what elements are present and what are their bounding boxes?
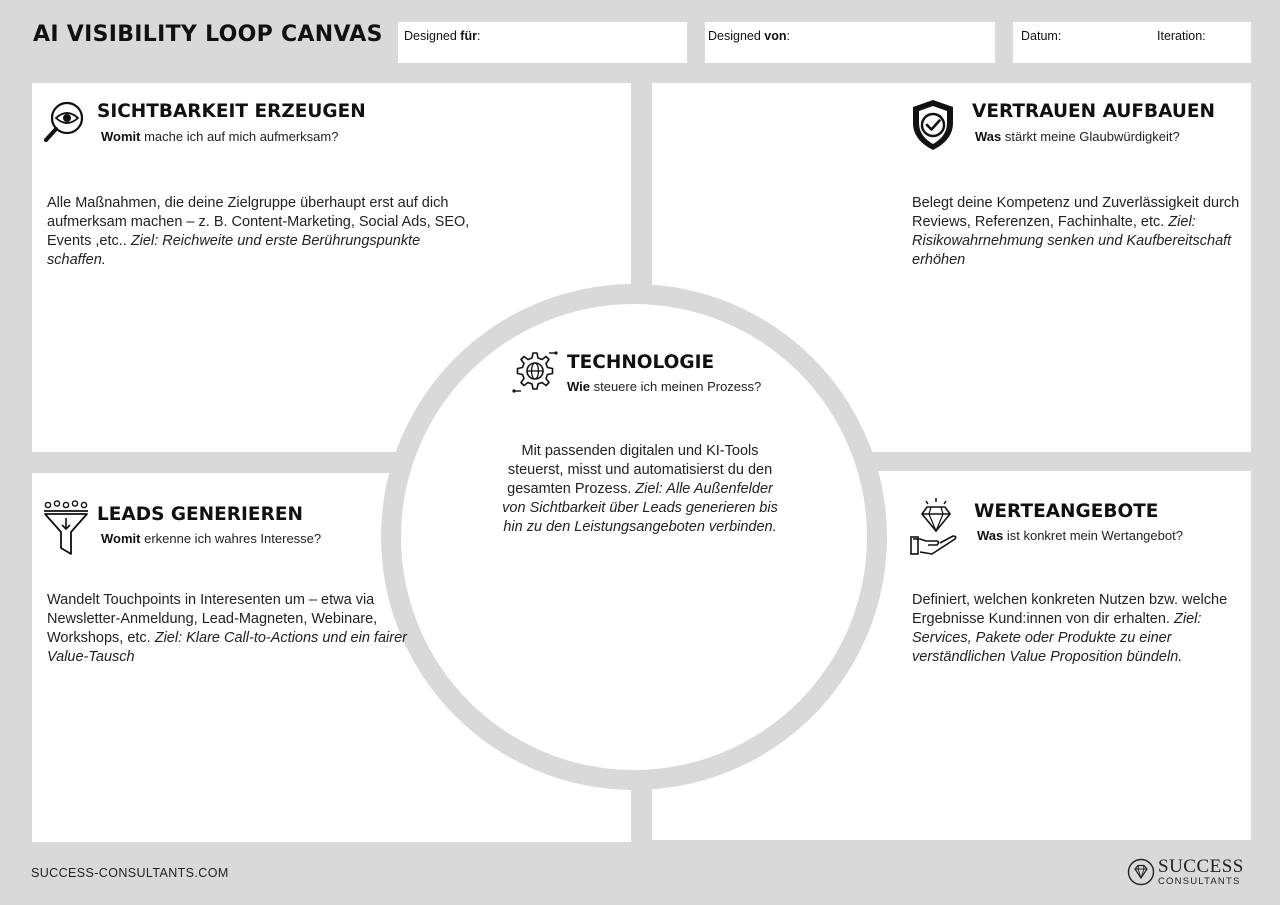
value-description: Definiert, welchen konkreten Nutzen bzw. welche Ergebnisse Kund:innen von dir erhalten. Ziel: Services, Pakete oder Produkte zu einer verständlichen Value Proposition bündeln.: [912, 592, 1228, 665]
logo-text-success: SUCCESS: [1158, 856, 1244, 877]
technology-question: Wie steuere ich meinen Prozess?: [567, 379, 762, 394]
footer-website[interactable]: SUCCESS-CONSULTANTS.COM: [31, 866, 229, 880]
date-iteration-field[interactable]: [1013, 22, 1251, 63]
trust-description: Belegt deine Kompetenz und Zuverlässigkeit durch Reviews, Referenzen, Fachinhalte, etc. Ziel: Risikowahrnehmung senken und Kaufbereitschaft erhöhen: [912, 195, 1240, 268]
funnel-icon: [42, 500, 90, 558]
leads-question: Womit erkenne ich wahres Interesse?: [101, 531, 322, 546]
technology-description: Mit passenden digitalen und KI-Tools steuerst, misst und automatisierst du den gesamten Prozess. Ziel: Alle Außenfelder von Sichtbarkeit über Leads generieren bis hin zu den Leistungsangeboten verbinden.: [502, 443, 778, 535]
shield-check-icon: [910, 98, 956, 152]
designed-by-field[interactable]: [705, 22, 995, 63]
designed-for-field[interactable]: [398, 22, 687, 63]
hand-diamond-icon: [910, 497, 962, 559]
iteration-label: Iteration:: [1157, 29, 1206, 43]
panel-technology[interactable]: [401, 304, 867, 770]
diamond-circle-logo-icon: [1127, 858, 1155, 886]
designed-by-label: Designed von:: [708, 29, 791, 43]
leads-description: Wandelt Touchpoints in Interesenten um – etwa via Newsletter-Anmeldung, Lead-Magneten, Webinare, Workshops, etc. Ziel: Klare Call-to-Actions und ein fairer Value-Tausch: [47, 592, 407, 665]
trust-question: Was stärkt meine Glaubwürdigkeit?: [975, 129, 1180, 144]
gear-globe-icon: [512, 349, 558, 395]
value-title: WERTEANGEBOTE: [974, 501, 1159, 522]
date-label: Datum:: [1021, 29, 1062, 43]
trust-title: VERTRAUEN AUFBAUEN: [972, 101, 1215, 122]
visibility-question: Womit mache ich auf mich aufmerksam?: [101, 129, 339, 144]
leads-title: LEADS GENERIEREN: [97, 504, 303, 525]
value-question: Was ist konkret mein Wertangebot?: [977, 528, 1183, 543]
magnifier-eye-icon: [42, 99, 86, 145]
canvas-title: AI VISIBILITY LOOP CANVAS: [33, 22, 383, 47]
designed-for-label: Designed für:: [404, 29, 481, 43]
logo-text-consultants: CONSULTANTS: [1158, 876, 1241, 887]
visibility-title: SICHTBARKEIT ERZEUGEN: [97, 101, 366, 122]
company-logo: [1127, 856, 1249, 888]
technology-title: TECHNOLOGIE: [567, 352, 715, 373]
visibility-description: Alle Maßnahmen, die deine Zielgruppe überhaupt erst auf dich aufmerksam machen – z. B. Content-Marketing, Social Ads, SEO, Events ,etc.. Ziel: Reichweite und erste Berührungspunkte schaffen.: [47, 195, 470, 268]
